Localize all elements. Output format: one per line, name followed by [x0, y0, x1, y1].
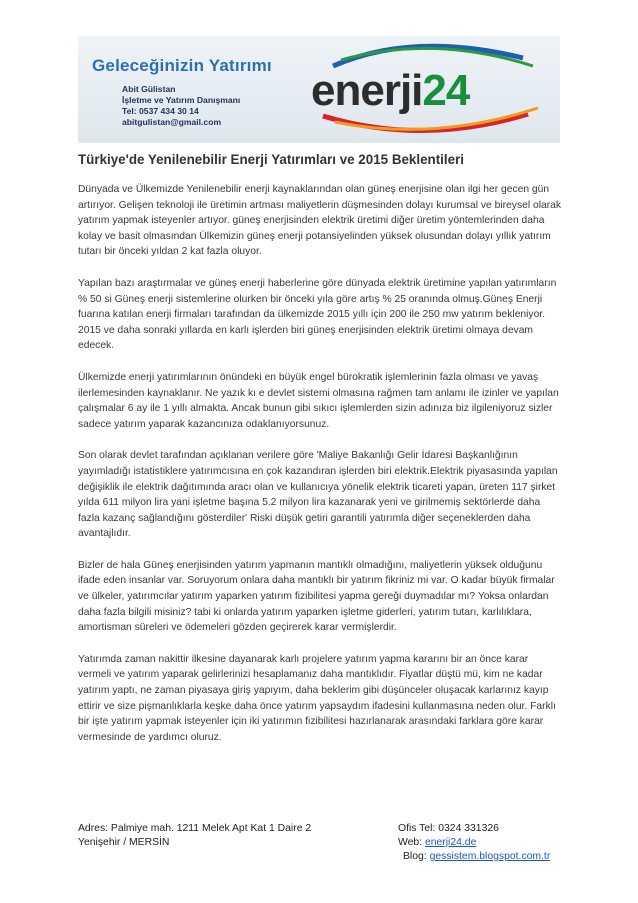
- footer-address: [78, 822, 311, 850]
- office-phone: Ofis Tel: 0324 331326: [398, 823, 499, 834]
- logo-word: enerji: [311, 66, 423, 115]
- logo-number: 24: [422, 66, 470, 115]
- footer-contact: [398, 822, 550, 864]
- logo-wordmark: [311, 66, 469, 116]
- blog-label: Blog:: [403, 851, 430, 862]
- banner-left: [92, 56, 292, 128]
- web-line: [398, 836, 550, 850]
- contact-title: İşletme ve Yatırım Danışmanı: [122, 95, 241, 105]
- paragraph: Son olarak devlet tarafından açıklanan verilere göre 'Maliye Bakanlığı Gelir İdaresi Başkanlığının yayımladığı istatistiklere yatırımcısına en çok kazandıran işlerden biri elektrik.Elektrik piyasasında yapılan değişiklik ile elektrik dağıtımında aracı olan ve kullanıcıya yönelik elektrik ticareti yapan, üreten 117 şirket yılda 611 milyon lira yani işletme başına 5.2 milyon lira kazanarak yeni ve girilmemiş sektörlerde daha fazla kazanç sağlandığını gösterdiler' Riski düşük getiri garantili yatırımla diğer seçeneklerden daha avantajlıdır.: [78, 450, 558, 540]
- paragraph: Ülkemizde enerji yatırımlarının önündeki en büyük engel bürokratik işlemlerinin fazla olması ve yavaş ilerlemesinden kaynaklanır. Ne yazık kı e devlet sistemi olmasına rağmen tam anlamı ile izinler ve yapılan çalışmalar 6 ay ile 1 yıllı almakta. Ancak bunun gibi sıkıcı işlemlerden sizin adınıza biz ilgileniyoruz sizler sadece yatırım yaparak kazancınıza odaklanıyorsunuz.: [78, 371, 559, 430]
- header-banner: [78, 36, 560, 143]
- banner-tagline: Geleceğinizin Yatırımı: [92, 56, 272, 75]
- paragraph: Bizler de hala Güneş enerjisinden yatırım yapmanın mantıklı olmadığını, maliyetlerin yüksek olduğunu ifade eden insanlar var. Soruyorum onlara daha mantıklı bir yatırım fikriniz mi var. O kadar büyük firmalar ve ülkeler, yatırımcılar yatırım yaparken yatırım fizibilitesi yapma gereği duymadılar mı? Yoksa onlardan daha fazla bilgili misiniz? tabi ki onlarda yatırım yaparken işletme giderleri, yatırım tutarı, karlılıklara, amortisman süreleri ve ödemeleri gözden geçirerek karar vermişlerdir.: [78, 559, 555, 634]
- paragraph: Yatırımda zaman nakittir ilkesine dayanarak karlı projelere yatırım yapma kararını bir an önce karar vermeli ve yatırım yaparak gelirlerinizi hesaplamanız daha mantıklıdır. Fiyatlar düştü mü, kim ne kadar yatırım yaptı, ne zaman piyasaya giriş yapıyım, daha beklerim gibi düşünceler oluşacak karlarınız kayıp ettirir ve size pişmanlıklarla keşke daha önce yatırım yapsaydım ifadesini kullanmasına neden olur. Farklı bir işte yatırım yapmak isteyenler için iki yatırımın fizibilitesi hazırlanarak arasındaki farklara göre karar vermesinde de yardımcı oluruz.: [78, 653, 556, 743]
- contact-email: abitgulistan@gmail.com: [122, 117, 222, 127]
- blog-link[interactable]: gessistem.blogspot.com.tr: [429, 851, 551, 862]
- contact-phone: Tel: 0537 434 30 14: [122, 106, 199, 116]
- address-line-1: Adres: Palmiye mah. 1211 Melek Apt Kat 1 Daire 2: [78, 823, 312, 834]
- blog-line: [398, 850, 550, 864]
- address-line-2: Yenişehir / MERSİN: [78, 837, 170, 848]
- enerji24-logo: [293, 36, 560, 143]
- web-label: Web:: [398, 837, 425, 848]
- article-body: [78, 182, 562, 761]
- banner-contact: [122, 84, 292, 128]
- paragraph: Yapılan bazı araştırmalar ve güneş enerji haberlerine göre dünyada elektrik üretimine yapılan yatırımların % 50 si Güneş enerji sistemlerine olurken bir önceki yıla göre artış % 25 oranında olmuş.Güneş Enerji fuarına katılan enerji firmaları tarafından da ülkemizde 2015 yıllı için 200 ile 250 mw yatırım bekleniyor. 2015 ve daha sonraki yıllarda en karlı işlerden biri güneş enerjisinden elektrik üretimi olmaya devam edecek.: [78, 277, 557, 352]
- article-title: Türkiye'de Yenilenebilir Enerji Yatırımları ve 2015 Beklentileri: [78, 152, 465, 167]
- web-link[interactable]: enerji24.de: [424, 837, 477, 848]
- contact-name: Abit Gülistan: [122, 84, 176, 94]
- paragraph: Dünyada ve Ülkemizde Yenilenebilir enerji kaynaklarından olan güneş enerjisine olan ilgi her gecen gün artırıyor. Gelişen teknoloji ile üretimin artması maliyetlerin düşmesinden dolayı kurumsal ve bireysel olarak yatırım yapmak isteyenler artıyor. güneş enerjisinden elektrik üretimi diğer üretim yöntemlerinden daha kolay ve basit olmasından Ülkemizin güneş enerji potansiyelinden yüksek olusundan dolayı yıllık yatırım tutarı bir önceki yıldan 2 kat fazla oluyor.: [78, 184, 562, 258]
